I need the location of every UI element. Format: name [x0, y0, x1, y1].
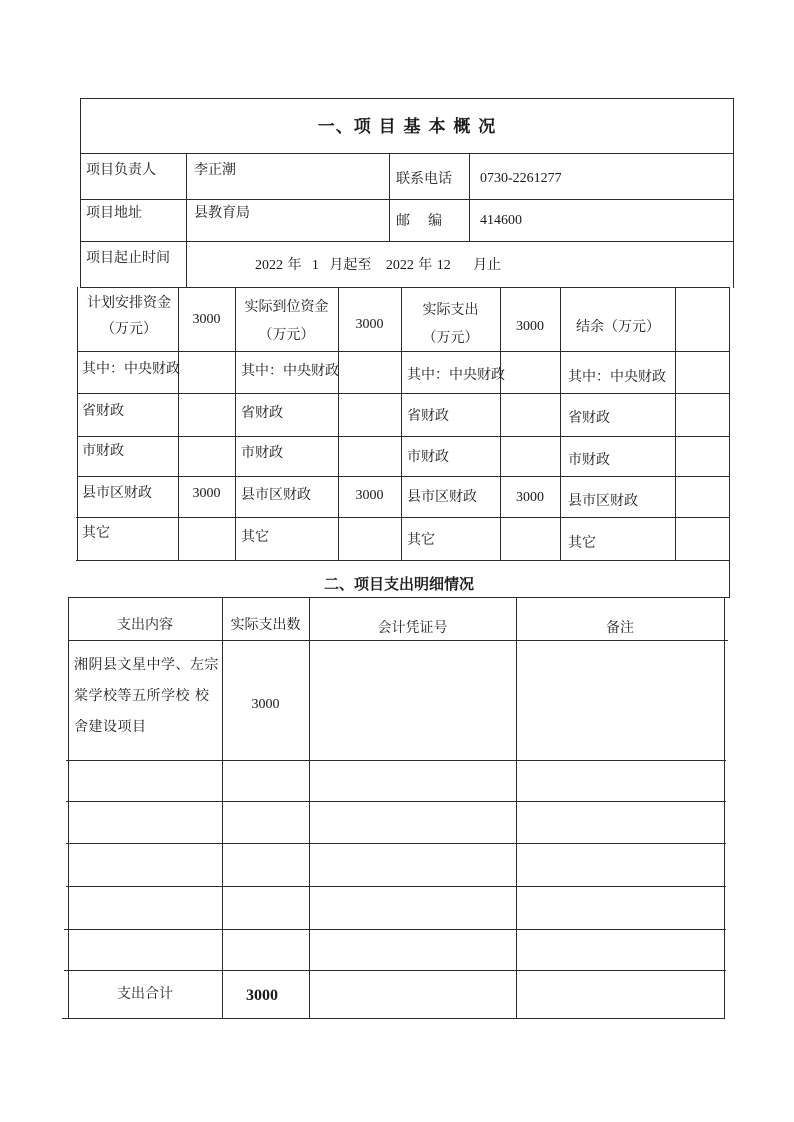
period-end-year: 2022 — [385, 258, 414, 273]
col-divider — [401, 287, 402, 560]
fund-row-balance-label: 省财政 — [568, 410, 610, 426]
row-divider — [78, 436, 730, 437]
table-border-top — [80, 98, 734, 99]
row-divider — [78, 393, 730, 394]
fund-row-arrived-label: 省财政 — [241, 405, 283, 421]
manager-value: 李正潮 — [194, 162, 236, 178]
total-label: 支出合计 — [117, 986, 173, 1002]
arrived-funds-value: 3000 — [355, 317, 384, 332]
row-divider — [64, 929, 726, 930]
spent-funds-unit: （万元） — [422, 330, 479, 346]
col-divider — [675, 287, 676, 560]
fund-row-spent-label: 市财政 — [407, 449, 449, 465]
balance-label: 结余（万元） — [576, 319, 660, 335]
period-start-month: 1 — [311, 258, 319, 273]
header-note: 备注 — [606, 620, 634, 636]
table-border-right — [724, 597, 725, 1019]
table-border-left — [77, 287, 78, 560]
col-divider — [389, 199, 390, 242]
fund-row-label: 县市区财政 — [82, 485, 152, 501]
fund-row-spent-label: 其它 — [407, 532, 435, 548]
row-divider — [76, 517, 730, 518]
col-divider — [469, 199, 470, 242]
row-divider — [68, 640, 728, 641]
row-divider — [78, 351, 730, 352]
fund-row-balance-label: 其中：中央财政 — [568, 369, 666, 385]
fund-row-spent-label: 省财政 — [407, 408, 449, 424]
expense-row-content: 湘阴县文星中学、左宗棠学校等五所学校 校舍建设项目 — [74, 657, 219, 735]
total-value: 3000 — [246, 987, 278, 1004]
address-label: 项目地址 — [86, 205, 142, 221]
col-divider — [560, 287, 561, 560]
col-divider — [222, 597, 223, 1018]
col-divider — [469, 153, 470, 200]
manager-label: 项目负责人 — [86, 162, 156, 178]
fund-row-label: 省财政 — [82, 403, 124, 419]
col-divider — [178, 287, 179, 560]
row-divider — [76, 560, 730, 561]
header-content: 支出内容 — [117, 617, 173, 633]
fund-row-spent: 3000 — [516, 490, 544, 505]
fund-row-planned: 3000 — [192, 486, 221, 501]
fund-row-label: 市财政 — [82, 443, 124, 459]
postcode-label: 邮 编 — [396, 213, 444, 229]
period-to-text: 月止 — [473, 257, 502, 273]
fund-row-label: 其它 — [82, 525, 110, 541]
period-start-year: 2022 — [255, 258, 283, 273]
fund-row-spent-label: 其中：中央财政 — [407, 367, 505, 383]
spent-funds-label: 实际支出 — [422, 302, 479, 318]
period-end-month: 12 — [436, 258, 451, 273]
row-divider — [80, 241, 734, 242]
header-amount: 实际支出数 — [230, 617, 301, 633]
fund-row-label: 其中：中央财政 — [82, 361, 180, 377]
period-from-text: 月起至 — [329, 257, 372, 273]
planned-funds-label: 计划安排资金 — [87, 295, 171, 311]
planned-funds-value: 3000 — [192, 312, 221, 327]
fund-row-balance-label: 市财政 — [568, 452, 610, 468]
period-label: 项目起止时间 — [86, 250, 170, 266]
planned-funds-unit: （万元） — [101, 321, 157, 337]
row-divider — [68, 597, 730, 598]
row-divider — [66, 801, 726, 802]
period-year-char: 年 — [287, 257, 302, 273]
table-border-right — [729, 287, 730, 597]
phone-label: 联系电话 — [396, 171, 452, 187]
col-divider — [309, 597, 310, 1018]
fund-row-arrived-label: 其中：中央财政 — [241, 363, 339, 379]
row-divider — [66, 886, 726, 887]
period-year-char: 年 — [418, 257, 433, 273]
section-title-expense-detail: 二、项目支出明细情况 — [323, 575, 474, 593]
fund-row-arrived-label: 市财政 — [241, 445, 283, 461]
row-divider — [64, 970, 726, 971]
arrived-funds-label: 实际到位资金 — [244, 299, 329, 315]
expense-row-amount: 3000 — [251, 697, 280, 712]
table-border-left — [68, 597, 69, 1018]
fund-row-spent-label: 县市区财政 — [407, 489, 477, 505]
header-voucher: 会计凭证号 — [377, 620, 448, 636]
address-value: 县教育局 — [194, 205, 250, 221]
project-period — [255, 258, 501, 273]
row-divider — [66, 843, 726, 844]
row-divider — [77, 476, 730, 477]
fund-row-arrived-label: 其它 — [241, 529, 269, 545]
spent-funds-value: 3000 — [516, 319, 544, 334]
fund-row-arrived-label: 县市区财政 — [241, 487, 311, 503]
col-divider — [516, 597, 517, 1018]
row-divider — [80, 153, 734, 154]
fund-row-balance-label: 其它 — [568, 535, 596, 551]
arrived-funds-unit: （万元） — [258, 327, 315, 343]
postcode-value: 414600 — [480, 213, 522, 228]
row-divider — [66, 760, 726, 761]
fund-row-balance-label: 县市区财政 — [568, 493, 638, 509]
phone-value: 0730-2261277 — [480, 171, 562, 186]
section-title-basic-info: 一、项 目 基 本 概 况 — [317, 117, 497, 137]
fund-row-arrived: 3000 — [355, 488, 384, 503]
table-border-bottom — [62, 1018, 725, 1019]
col-divider — [389, 153, 390, 200]
row-divider — [80, 199, 734, 200]
col-divider — [186, 153, 187, 288]
